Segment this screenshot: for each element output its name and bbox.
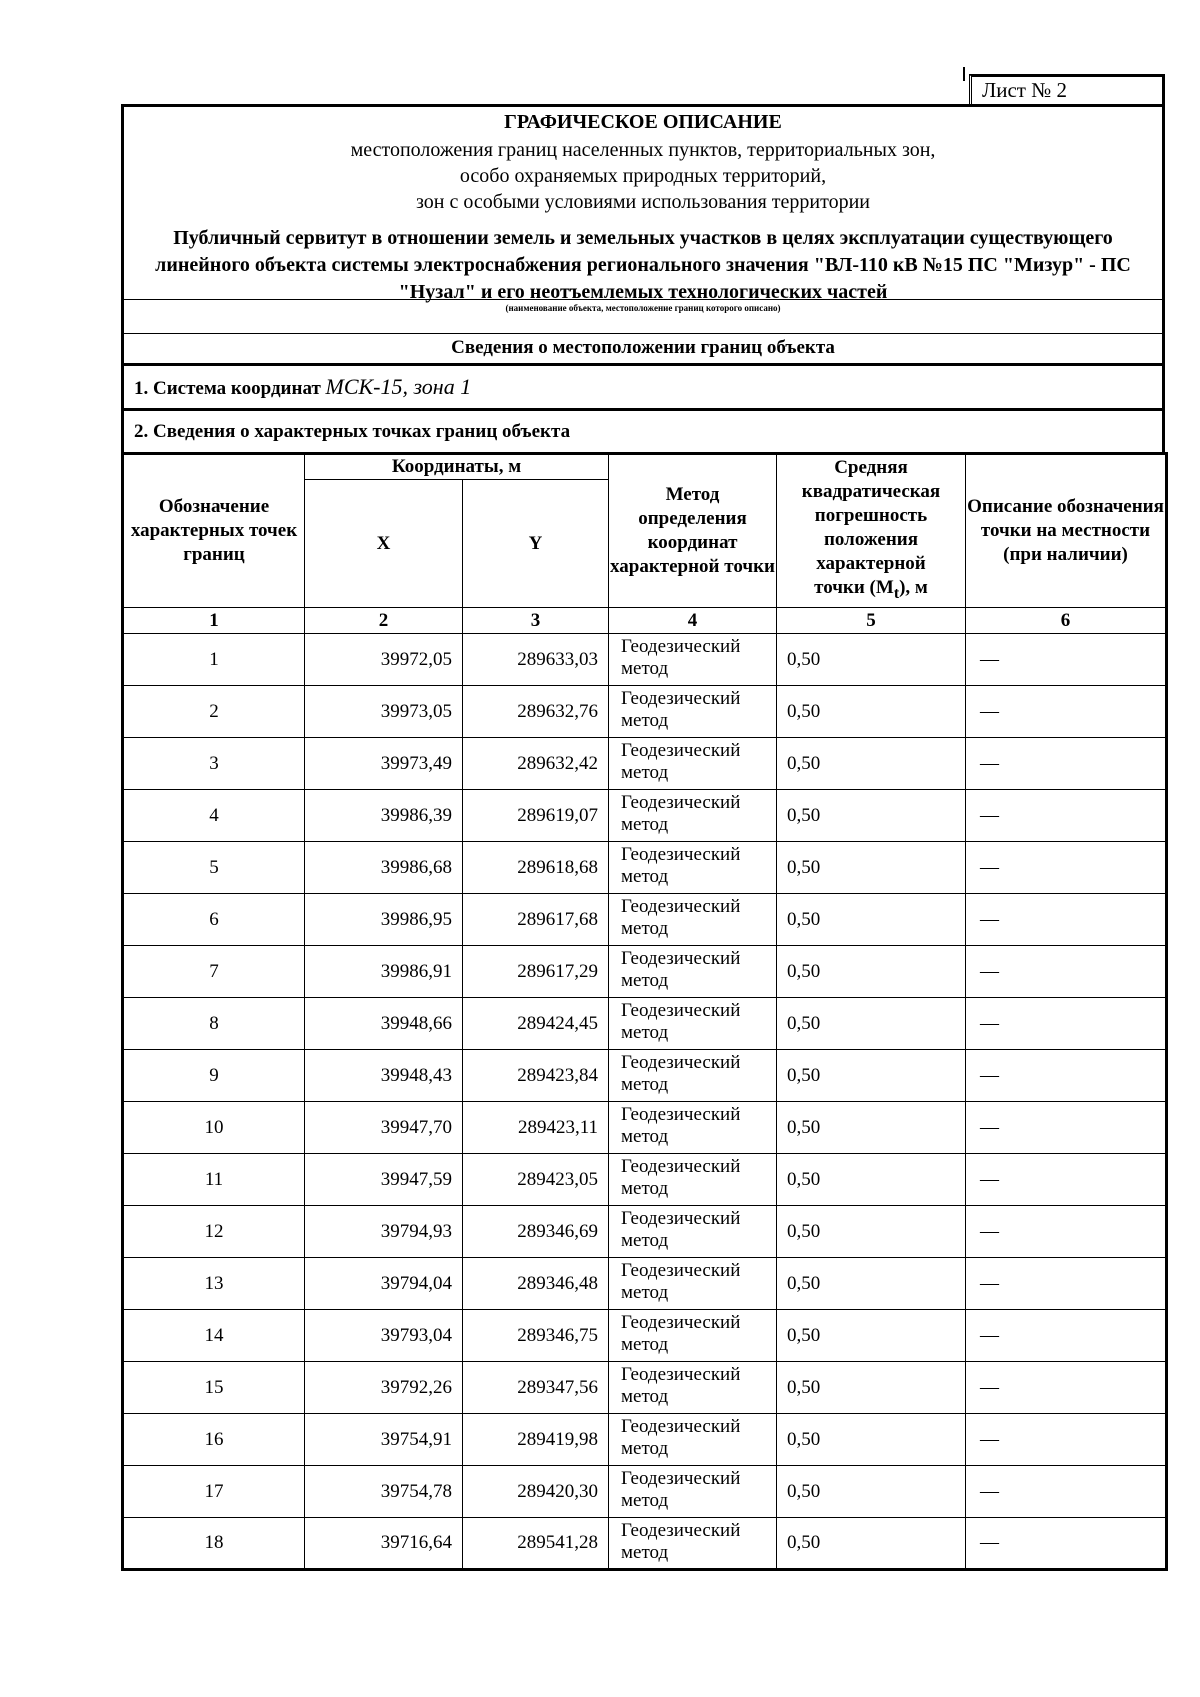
- y-coordinate-cell: 289346,75: [463, 1310, 609, 1362]
- point-id-cell: 5: [123, 842, 305, 894]
- method-cell: Геодезический метод: [609, 790, 777, 842]
- y-coordinate-cell: 289419,98: [463, 1414, 609, 1466]
- y-coordinate-cell: 289346,69: [463, 1206, 609, 1258]
- method-cell: Геодезический метод: [609, 1258, 777, 1310]
- sheet-number: Лист № 2: [969, 74, 1165, 104]
- point-id-cell: 7: [123, 946, 305, 998]
- description-cell: —: [966, 1310, 1167, 1362]
- x-coordinate-cell: 39716,64: [305, 1518, 463, 1570]
- x-coordinate-cell: 39754,78: [305, 1466, 463, 1518]
- error-cell: 0,50: [777, 1102, 966, 1154]
- object-name: Публичный сервитут в отношении земель и земельных участков в целях эксплуатации существующего линейного объекта системы электроснабжения регионального значения "ВЛ-110 кВ №15 ПС "Мизур" - ПС "Нузал" и его неотъемлемых технологических частей: [155, 227, 1131, 303]
- error-cell: 0,50: [777, 998, 966, 1050]
- point-id-cell: 6: [123, 894, 305, 946]
- x-coordinate-cell: 39973,49: [305, 738, 463, 790]
- column-number: 3: [463, 608, 609, 634]
- point-id-cell: 13: [123, 1258, 305, 1310]
- error-cell: 0,50: [777, 1518, 966, 1570]
- points-section-label: 2. Сведения о характерных точках границ объекта: [134, 421, 571, 442]
- header-x: X: [305, 480, 463, 608]
- y-coordinate-cell: 289633,03: [463, 634, 609, 686]
- method-cell: Геодезический метод: [609, 686, 777, 738]
- table-row: [123, 1362, 1167, 1414]
- description-cell: —: [966, 1258, 1167, 1310]
- error-cell: 0,50: [777, 842, 966, 894]
- header-point: Обозначение характерных точек границ: [123, 454, 305, 608]
- x-coordinate-cell: 39792,26: [305, 1362, 463, 1414]
- table-row: [123, 738, 1167, 790]
- x-coordinate-cell: 39986,68: [305, 842, 463, 894]
- point-id-cell: 16: [123, 1414, 305, 1466]
- header-description: Описание обозначения точки на местности (при наличии): [966, 454, 1167, 608]
- error-cell: 0,50: [777, 1466, 966, 1518]
- table-row: [123, 842, 1167, 894]
- method-cell: Геодезический метод: [609, 842, 777, 894]
- description-cell: —: [966, 894, 1167, 946]
- x-coordinate-cell: 39947,59: [305, 1154, 463, 1206]
- header-method: Метод определения координат характерной точки: [609, 454, 777, 608]
- document-title: ГРАФИЧЕСКОЕ ОПИСАНИЕ: [504, 111, 782, 133]
- point-id-cell: 15: [123, 1362, 305, 1414]
- x-coordinate-cell: 39948,43: [305, 1050, 463, 1102]
- description-cell: —: [966, 634, 1167, 686]
- description-cell: —: [966, 1466, 1167, 1518]
- column-number: 2: [305, 608, 463, 634]
- point-id-cell: 2: [123, 686, 305, 738]
- table-row: [123, 1414, 1167, 1466]
- description-cell: —: [966, 998, 1167, 1050]
- points-table: [121, 452, 1168, 1571]
- method-cell: Геодезический метод: [609, 1414, 777, 1466]
- point-id-cell: 14: [123, 1310, 305, 1362]
- method-cell: Геодезический метод: [609, 1310, 777, 1362]
- y-coordinate-cell: 289347,56: [463, 1362, 609, 1414]
- point-id-cell: 9: [123, 1050, 305, 1102]
- divider: [124, 299, 1162, 300]
- point-id-cell: 18: [123, 1518, 305, 1570]
- x-coordinate-cell: 39973,05: [305, 686, 463, 738]
- error-cell: 0,50: [777, 894, 966, 946]
- error-cell: 0,50: [777, 1050, 966, 1102]
- table-row: [123, 946, 1167, 998]
- x-coordinate-cell: 39754,91: [305, 1414, 463, 1466]
- description-cell: —: [966, 1154, 1167, 1206]
- point-id-cell: 17: [123, 1466, 305, 1518]
- description-cell: —: [966, 1206, 1167, 1258]
- method-cell: Геодезический метод: [609, 1362, 777, 1414]
- header-error-last: точки (M: [814, 577, 894, 599]
- points-table-body: [123, 634, 1167, 1570]
- x-coordinate-cell: 39793,04: [305, 1310, 463, 1362]
- method-cell: Геодезический метод: [609, 1518, 777, 1570]
- method-cell: Геодезический метод: [609, 634, 777, 686]
- y-coordinate-cell: 289346,48: [463, 1258, 609, 1310]
- description-cell: —: [966, 686, 1167, 738]
- method-cell: Геодезический метод: [609, 738, 777, 790]
- x-coordinate-cell: 39986,39: [305, 790, 463, 842]
- x-coordinate-cell: 39794,04: [305, 1258, 463, 1310]
- method-cell: Геодезический метод: [609, 1050, 777, 1102]
- table-row: [123, 1258, 1167, 1310]
- table-row: [123, 790, 1167, 842]
- sheet-corner-mark: [963, 67, 965, 81]
- description-cell: —: [966, 738, 1167, 790]
- description-cell: —: [966, 1050, 1167, 1102]
- header-coordinates: Координаты, м: [305, 454, 609, 480]
- method-cell: Геодезический метод: [609, 1102, 777, 1154]
- y-coordinate-cell: 289619,07: [463, 790, 609, 842]
- description-cell: —: [966, 790, 1167, 842]
- y-coordinate-cell: 289618,68: [463, 842, 609, 894]
- y-coordinate-cell: 289632,42: [463, 738, 609, 790]
- point-id-cell: 10: [123, 1102, 305, 1154]
- description-cell: —: [966, 946, 1167, 998]
- method-cell: Геодезический метод: [609, 946, 777, 998]
- error-cell: 0,50: [777, 634, 966, 686]
- description-cell: —: [966, 1414, 1167, 1466]
- table-row: [123, 998, 1167, 1050]
- y-coordinate-cell: 289617,68: [463, 894, 609, 946]
- point-id-cell: 1: [123, 634, 305, 686]
- object-caption: (наименование объекта, местоположение границ которого описано): [505, 303, 781, 313]
- subtitle-line: особо охраняемых природных территорий,: [459, 165, 827, 187]
- y-coordinate-cell: 289423,05: [463, 1154, 609, 1206]
- header-error-text: Средняя квадратическая погрешность положения характерной: [801, 457, 941, 575]
- error-cell: 0,50: [777, 1154, 966, 1206]
- header-y: Y: [463, 480, 609, 608]
- column-numbers-row: [123, 608, 1167, 634]
- table-row: [123, 686, 1167, 738]
- column-number: 4: [609, 608, 777, 634]
- y-coordinate-cell: 289423,11: [463, 1102, 609, 1154]
- method-cell: Геодезический метод: [609, 1154, 777, 1206]
- point-id-cell: 11: [123, 1154, 305, 1206]
- error-cell: 0,50: [777, 738, 966, 790]
- x-coordinate-cell: 39986,95: [305, 894, 463, 946]
- y-coordinate-cell: 289541,28: [463, 1518, 609, 1570]
- x-coordinate-cell: 39794,93: [305, 1206, 463, 1258]
- description-cell: —: [966, 1102, 1167, 1154]
- method-cell: Геодезический метод: [609, 1466, 777, 1518]
- header-error-sub: t: [893, 584, 900, 602]
- error-cell: 0,50: [777, 1414, 966, 1466]
- y-coordinate-cell: 289424,45: [463, 998, 609, 1050]
- table-row: [123, 1466, 1167, 1518]
- error-cell: 0,50: [777, 686, 966, 738]
- method-cell: Геодезический метод: [609, 894, 777, 946]
- table-row: [123, 1310, 1167, 1362]
- y-coordinate-cell: 289617,29: [463, 946, 609, 998]
- method-cell: Геодезический метод: [609, 1206, 777, 1258]
- subtitle-line: местоположения границ населенных пунктов, территориальных зон,: [350, 139, 936, 161]
- header-error-unit: ), м: [899, 577, 928, 599]
- description-cell: —: [966, 1518, 1167, 1570]
- divider: [124, 333, 1162, 334]
- table-row: [123, 634, 1167, 686]
- x-coordinate-cell: 39972,05: [305, 634, 463, 686]
- table-row: [123, 1206, 1167, 1258]
- table-row: [123, 1102, 1167, 1154]
- table-row: [123, 894, 1167, 946]
- error-cell: 0,50: [777, 1258, 966, 1310]
- point-id-cell: 3: [123, 738, 305, 790]
- column-number: 1: [123, 608, 305, 634]
- table-row: [123, 1518, 1167, 1570]
- section-title: Сведения о местоположении границ объекта: [451, 337, 835, 358]
- error-cell: 0,50: [777, 790, 966, 842]
- point-id-cell: 12: [123, 1206, 305, 1258]
- x-coordinate-cell: 39947,70: [305, 1102, 463, 1154]
- method-cell: Геодезический метод: [609, 998, 777, 1050]
- error-cell: 0,50: [777, 1206, 966, 1258]
- table-row: [123, 1050, 1167, 1102]
- subtitle-line: зон с особыми условиями использования территории: [415, 191, 871, 213]
- column-number: 5: [777, 608, 966, 634]
- description-cell: —: [966, 1362, 1167, 1414]
- point-id-cell: 8: [123, 998, 305, 1050]
- x-coordinate-cell: 39948,66: [305, 998, 463, 1050]
- points-section-title: [121, 408, 1165, 453]
- x-coordinate-cell: 39986,91: [305, 946, 463, 998]
- error-cell: 0,50: [777, 946, 966, 998]
- y-coordinate-cell: 289632,76: [463, 686, 609, 738]
- coordinate-system-label: 1. Система координат: [134, 378, 321, 399]
- header-error: [777, 454, 966, 608]
- error-cell: 0,50: [777, 1362, 966, 1414]
- y-coordinate-cell: 289423,84: [463, 1050, 609, 1102]
- point-id-cell: 4: [123, 790, 305, 842]
- y-coordinate-cell: 289420,30: [463, 1466, 609, 1518]
- column-number: 6: [966, 608, 1167, 634]
- description-cell: —: [966, 842, 1167, 894]
- error-cell: 0,50: [777, 1310, 966, 1362]
- table-row: [123, 1154, 1167, 1206]
- coordinate-system-row: [121, 363, 1165, 408]
- coordinate-system-value: МСК-15, зона 1: [325, 374, 472, 399]
- document-header: [121, 104, 1165, 363]
